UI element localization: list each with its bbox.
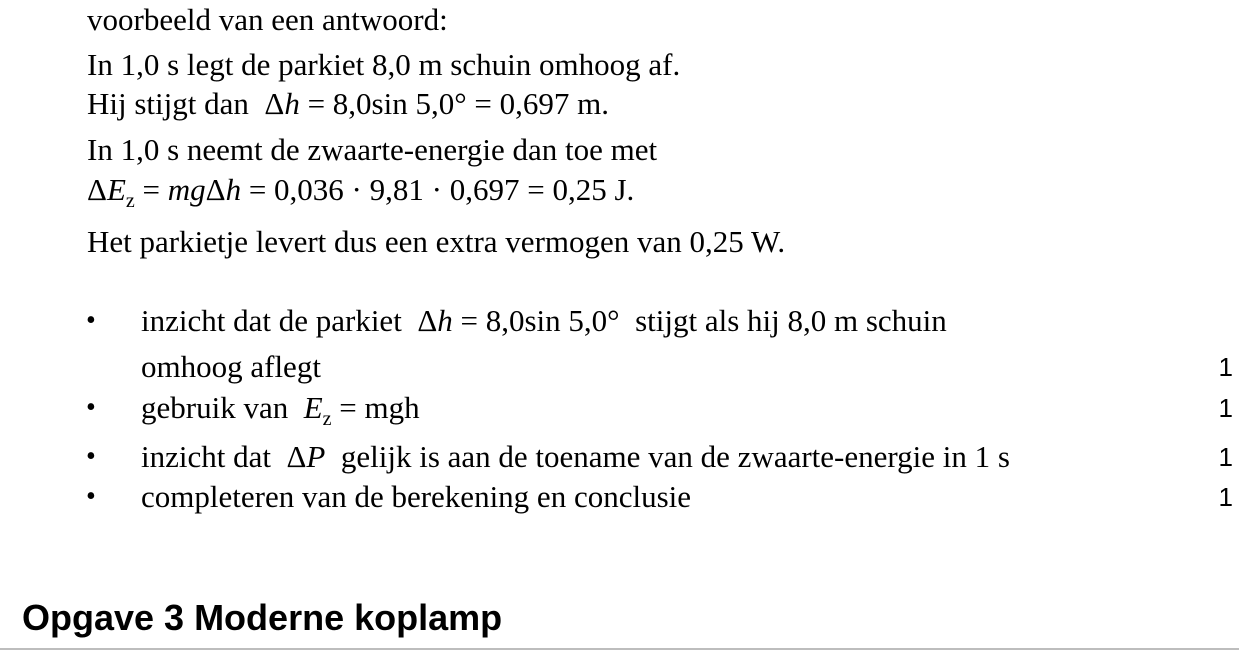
criterion-3-after: gelijk is aan de toename van de zwaarte-energie in 1 s (340, 439, 1010, 474)
criterion-2-text: gebruik van $E_z$ = mgh (141, 390, 420, 430)
criterion-1-math: = 8,0sin 5,0° (460, 303, 620, 338)
criterion-3-text: inzicht dat ΔP gelijk is aan de toename van de zwaarte-energie in 1 s (141, 439, 1010, 474)
criterion-2-before: gebruik van (141, 390, 289, 425)
bullet: • (86, 481, 96, 512)
example-line-distance: In 1,0 s legt de parkiet 8,0 m schuin omhoog af. (87, 47, 681, 82)
bullet: • (86, 441, 96, 472)
example-conclusion: Het parkietje levert dus een extra vermogen van 0,25 W. (87, 224, 786, 259)
divider (0, 648, 1239, 650)
criterion-4-text: completeren van de berekening en conclusie (141, 479, 692, 514)
criterion-1-continuation: omhoog aflegt (141, 349, 321, 384)
score-value: 1 (1218, 442, 1233, 472)
bullet: • (86, 392, 96, 423)
score-value: 1 (1218, 352, 1233, 382)
criterion-1-before: inzicht dat de parkiet (141, 303, 402, 338)
section-heading: Opgave 3 Moderne koplamp (22, 597, 503, 638)
score-value: 1 (1218, 482, 1233, 512)
criterion-1-text: inzicht dat de parkiet Δh = 8,0sin 5,0° stijgt als hij 8,0 m schuin (141, 303, 947, 338)
example-line-energy-value: = 0,036 · 9,81 · 0,697 = 0,25 J. (248, 172, 635, 207)
example-line-energy-intro: In 1,0 s neemt de zwaarte-energie dan toe met (87, 132, 658, 167)
example-intro: voorbeeld van een antwoord: (87, 2, 448, 37)
bullet: • (86, 305, 96, 336)
example-line-height: Hij stijgt dan Δh = 8,0sin 5,0° = 0,697 m. (87, 86, 609, 121)
criterion-2-math: = mgh (339, 390, 420, 425)
score-value: 1 (1218, 393, 1233, 423)
criterion-1-after: stijgt als hij 8,0 m schuin (635, 303, 947, 338)
example-line-energy-formula: $\Delta E_z = mg\Delta h = 0,036 \cdot 9,81 \cdot 0,697 = 0,25$ J. (87, 172, 635, 212)
criterion-3-before: inzicht dat (141, 439, 271, 474)
example-line-height-text: Hij stijgt dan (87, 86, 249, 121)
example-line-height-math: = 8,0sin 5,0° = 0,697 m. (307, 86, 609, 121)
